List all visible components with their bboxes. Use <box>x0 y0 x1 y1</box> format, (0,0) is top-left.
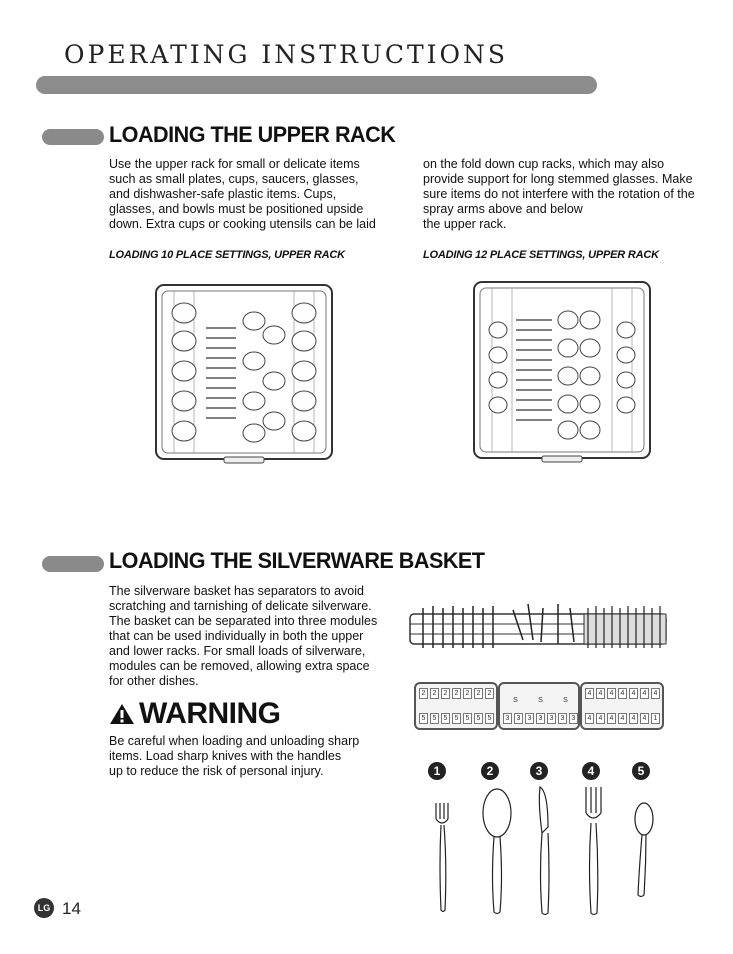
utensil-badge-1: 1 <box>428 762 446 780</box>
teaspoon-icon <box>635 803 653 897</box>
upper-rack-text-col2: on the fold down cup racks, which may also provide support for long stemmed glasses. Make sure items do not interfere with the rotation of the spray arms above and below the upper rack. <box>423 157 695 231</box>
module-cell: 2 <box>463 688 472 699</box>
module-cell: 4 <box>629 688 638 699</box>
utensil-badge-4: 4 <box>582 762 600 780</box>
caption-10-settings: LOADING 10 PLACE SETTINGS, UPPER RACK <box>109 249 345 261</box>
utensils-illustration <box>420 785 670 920</box>
module-cell: 2 <box>419 688 428 699</box>
upper-rack-title: LOADING THE UPPER RACK <box>109 122 396 147</box>
module-cell: 5 <box>474 713 483 724</box>
utensil-badge-5: 5 <box>632 762 650 780</box>
section-pill <box>42 556 104 572</box>
warning-triangle-icon <box>109 702 135 726</box>
module-cell: 5 <box>463 713 472 724</box>
warning-heading <box>109 697 281 731</box>
upper-rack-text-col1: Use the upper rack for small or delicate items such as small plates, cups, saucers, glasses, and dishwasher-safe plastic items. Cups, glasses, and bowls must be positioned upside down. Extra cups or cooking utensils can be laid <box>109 157 376 231</box>
module-cell: 2 <box>474 688 483 699</box>
lg-logo: LG <box>34 898 54 918</box>
module-cell: 3 <box>503 713 512 724</box>
module-cell: 2 <box>430 688 439 699</box>
utensil-badge-3: 3 <box>530 762 548 780</box>
module-cell: 4 <box>618 713 627 724</box>
module-cell: 5 <box>419 713 428 724</box>
module-cell: S <box>538 697 543 704</box>
module-cell: S <box>513 697 518 704</box>
soup-spoon-icon <box>483 789 511 914</box>
module-cell: 4 <box>640 688 649 699</box>
module-cell: 5 <box>430 713 439 724</box>
module-cell: 1 <box>651 713 660 724</box>
knife-icon <box>539 787 549 915</box>
module-cell: 2 <box>441 688 450 699</box>
section-pill <box>42 129 104 145</box>
module-cell: 3 <box>547 713 556 724</box>
module-cell: 5 <box>485 713 494 724</box>
dinner-fork-icon <box>586 787 601 915</box>
basket-module-left <box>414 682 498 730</box>
utensil-badge-2: 2 <box>481 762 499 780</box>
caption-12-settings: LOADING 12 PLACE SETTINGS, UPPER RACK <box>423 249 659 261</box>
module-cell: 4 <box>585 713 594 724</box>
header-bar <box>36 76 597 94</box>
module-cell: 3 <box>558 713 567 724</box>
module-cell: 4 <box>640 713 649 724</box>
module-cell: 2 <box>485 688 494 699</box>
module-cell: 3 <box>514 713 523 724</box>
module-cell: 4 <box>596 713 605 724</box>
module-cell: 3 <box>569 713 578 724</box>
module-cell: 4 <box>618 688 627 699</box>
module-cell: 4 <box>629 713 638 724</box>
page-number: 14 <box>62 899 81 918</box>
silverware-title: LOADING THE SILVERWARE BASKET <box>109 548 485 573</box>
module-cell: 5 <box>452 713 461 724</box>
basket-module-middle <box>498 682 580 730</box>
salad-fork-icon <box>436 803 448 912</box>
upper-rack-12-illustration <box>472 280 652 464</box>
upper-rack-10-illustration <box>154 283 334 465</box>
page-header-title: OPERATING INSTRUCTIONS <box>64 40 509 69</box>
warning-title: WARNING <box>139 697 281 730</box>
silverware-basket-illustration <box>408 598 668 658</box>
module-cell: 4 <box>596 688 605 699</box>
module-cell: 2 <box>452 688 461 699</box>
module-cell: 4 <box>585 688 594 699</box>
module-cell: 5 <box>441 713 450 724</box>
basket-module-right <box>580 682 664 730</box>
warning-text: Be careful when loading and unloading sharp items. Load sharp knives with the handles up to reduce the risk of personal injury. <box>109 734 360 778</box>
module-cell: 4 <box>651 688 660 699</box>
module-cell: S <box>563 697 568 704</box>
module-cell: 3 <box>536 713 545 724</box>
silverware-text: The silverware basket has separators to avoid scratching and tarnishing of delicate silverware. The basket can be separated into three modules that can be used individually in both the upper and lower racks. For small loads of silverware, modules can be removed, allowing extra space for other dishes. <box>109 584 378 688</box>
module-cell: 3 <box>525 713 534 724</box>
module-cell: 4 <box>607 688 616 699</box>
module-cell: 4 <box>607 713 616 724</box>
